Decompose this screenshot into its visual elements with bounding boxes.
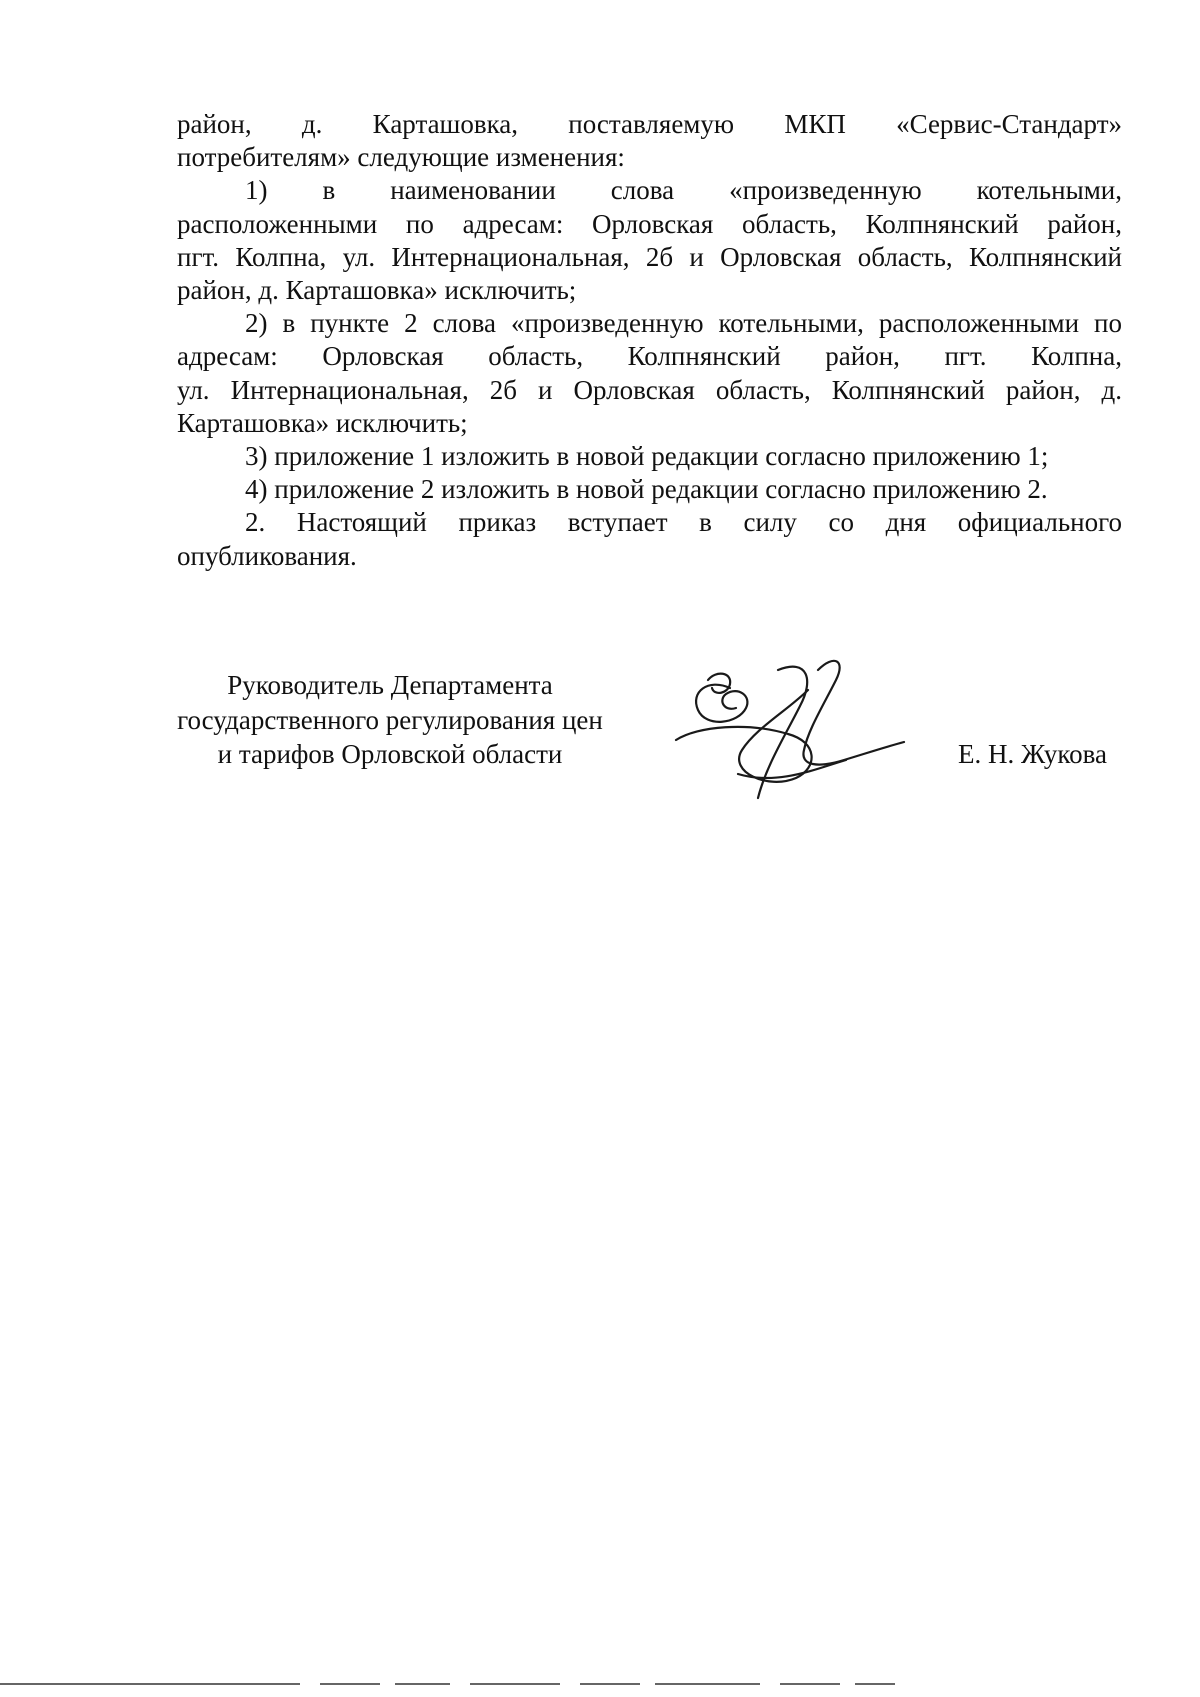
signatory-position: [140, 668, 640, 772]
paragraph-line: 2) в пункте 2 слова «произведенную котельными, расположенными по: [245, 308, 1122, 339]
paragraph-line: 3) приложение 1 изложить в новой редакции согласно приложению 1;: [245, 441, 1049, 472]
paragraph-line: пгт. Колпна, ул. Интернациональная, 2б и Орловская область, Колпнянский: [177, 241, 1122, 272]
handwritten-signature-icon: [668, 650, 948, 810]
paragraph-line: 2. Настоящий приказ вступает в силу со дня официального: [245, 507, 1122, 538]
paragraph-line: потребителям» следующие изменения:: [177, 142, 625, 173]
paragraph-line: 1) в наименовании слова «произведенную котельными,: [245, 175, 1122, 206]
paragraph-line: Карташовка» исключить;: [177, 407, 468, 438]
signatory-position-line: и тарифов Орловской области: [217, 739, 563, 769]
paragraph-line: район, д. Карташовка» исключить;: [177, 275, 577, 306]
signatory-position-line: государственного регулирования цен: [177, 704, 603, 735]
paragraph-line: расположенными по адресам: Орловская область, Колпнянский район,: [177, 208, 1122, 239]
signatory-position-line: Руководитель Департамента: [227, 670, 553, 700]
scan-edge-line: [0, 1681, 900, 1689]
paragraph-line: район, д. Карташовка, поставляемую МКП «Сервис-Стандарт»: [177, 109, 1122, 139]
paragraph-line: адресам: Орловская область, Колпнянский район, пгт. Колпна,: [177, 341, 1122, 372]
paragraph-line: опубликования.: [177, 540, 357, 571]
signer-name: Е. Н. Жукова: [958, 739, 1107, 769]
paragraph-line: ул. Интернациональная, 2б и Орловская область, Колпнянский район, д.: [177, 374, 1122, 405]
document-body: [177, 108, 1122, 573]
paragraph-line: 4) приложение 2 изложить в новой редакции согласно приложению 2.: [245, 474, 1048, 505]
